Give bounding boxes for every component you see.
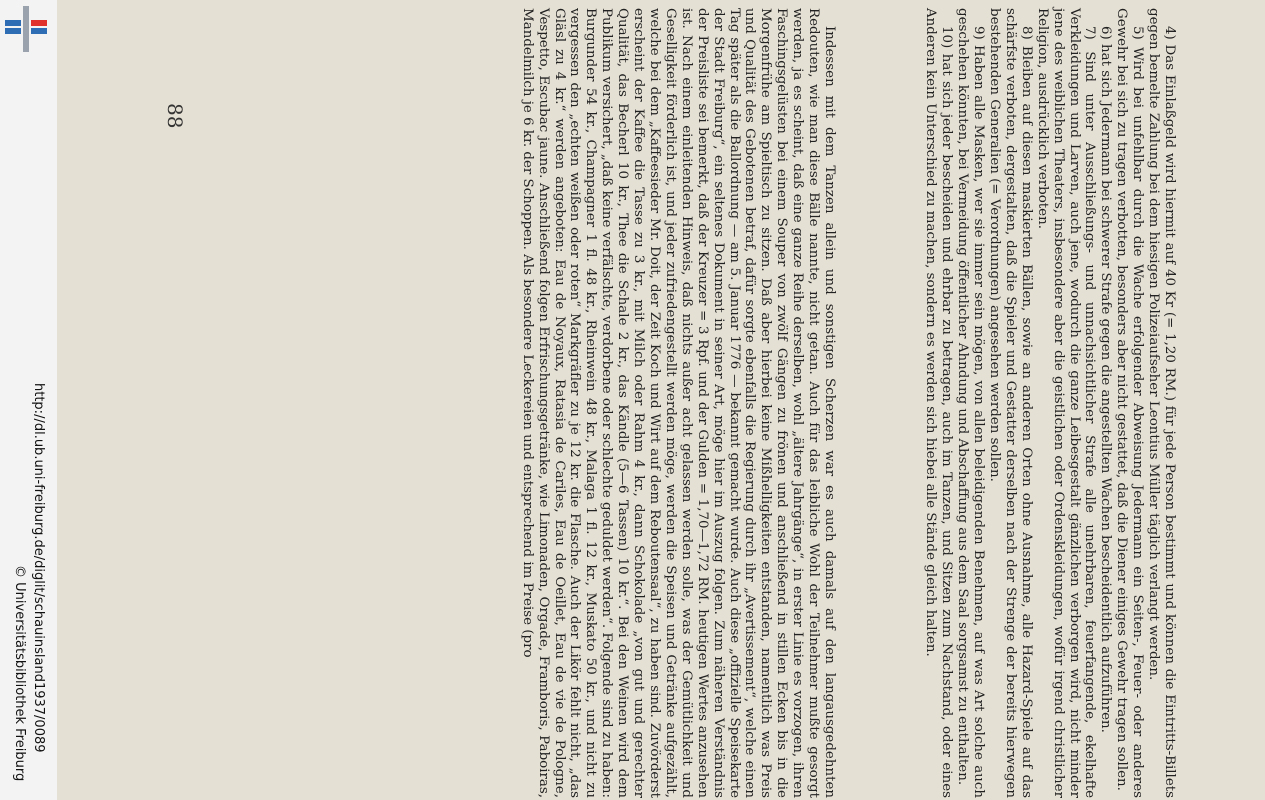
rule-paragraph: 7) Sind unter Ausschließungs- und unnachsichtlicher Strafe alle unehrbaren, feuerfangende, ekelhafte Verkleidungen und Larven, auch jene, wodurch die ganze Leibesgestalt gänzlichen verborgen wird, nicht minder jene des weiblichen Theaters, insbesondere aber die geistlichen oder Ordenskleidungen, wofür irgend christlicher Religion, ausdrücklich verboten. — [1034, 8, 1098, 798]
rule-paragraph: 8) Bleiben auf diesen maskierten Bällen, sowie an anderen Orten ohne Ausnahme, alle Hazard-Spiele auf das schärfste verboten, dergestalten, daß die Spieler und Gestatter derselben nach der Strenge der bereits hierwegen bestehenden Generalien (= Verordnungen) angesehen werden sollen. — [987, 8, 1034, 798]
rule-paragraph: 10) hat sich jeder bescheiden und ehrbar zu betragen, auch im Tanzen, und Sitzen zum Nachstand, oder eines Anderen kein Unterschied zu machen, sondern es werden sich hiebei alle Stände gleich halten. — [923, 8, 955, 798]
body-text — [519, 8, 837, 798]
ball-rules-list — [923, 8, 1178, 798]
rule-paragraph: 6) hat sich Jedermann bei schwerer Strafe gegen die angestellten Wachen bescheidentlich aufzuführen. — [1098, 26, 1114, 733]
copyright-notice: © Universitätsbibliothek Freiburg — [12, 565, 27, 782]
source-url[interactable]: http://dl.ub.uni-freiburg.de/diglit/schauinsland1937/0089 — [31, 383, 46, 753]
body-paragraph: Indessen mit dem Tanzen allein und sonstigen Scherzen war es auch damals auf den langausgedehnten Redouten, wie man diese Bälle nannte, nicht getan. Auch für das leibliche Wohl der Teilnehmer mußte gesorgt werden, ja es scheint, daß eine ganze Reihe derselben, wohl „ältere Jahrgänge“, in erster Linie es vorzogen, ihren Faschingsgelüsten bei einem Souper von zwölf Gängen zu frönen und anschließend in stillen Ecken bis in die Morgenfrühe am Spieltisch zu sitzen. Daß aber hierbei keine Mißhelligkeiten entstanden, namentlich was Preis und Qualität des Gebotenen betraf, dafür sorgte ebenfalls die Regierung durch ihr „Avertissement“, welche einen Tag später als die Ballordnung — am 5. Januar 1776 — bekannt gemacht wurde. Auch diese „offizielle Speisekarte der Stadt Freiburg“, ein seltenes Dokument in seiner Art, möge hier im Auszug folgen. Zum näheren Verständnis der Preisliste sei bemerkt, daß der Kreuzer = 3 Rpf. und der Gulden = 1,70—1,72 RM. heutigen Wertes anzusehen ist. Nach einem einleitenden Hinweis, daß nichts außer acht gelassen werden solle, was der Gemütlichkeit und Geselligkeit förderlich ist, und jeder zufriedengestellt werden möge, werden die Speisen und Getränke aufgezählt, welche bei dem „Kaffeesieder Mr. Doit, der Zeit Koch und Wirt auf dem Reboutensaal“, zu haben sind. Zuvörderst erscheint der Kaffee die Tasse zu 3 kr., mit Milch oder Rahm 4 kr., dann Schokolade „von gut und gerechter Qualität, das Becherl 10 kr., Thee die Schale 2 kr., das Kändle (5—6 Tassen) 10 kr.“. Bei den Weinen wird dem Publikum versichert, „daß keine verfälschte, verdorbene oder schlechte geduldet werden“. Folgende sind zu haben: Burgunder 54 kr., Champagner 1 fl. 48 kr., Rheinwein 48 kr., Malaga 1 fl. 12 kr., Muskato 50 kr., und nicht zu vergessen den „echten weißen oder roten“ Markgräfler zu je 12 kr. die Flasche. Auch der Likör fehlt nicht, „das Gläsl zu 4 kr.“ werden angeboten: Eau de Noyaux, Ratasia de Cariles, Eau de Oeillet, Eau de vie de Pologne, Vespetto, Escubac jaune. Anschließend folgen Erfrischungsgetränke, wie Limonaden, Orgade, Framboris, Paboiras, Mandelmilch je 6 kr. der Schoppen. Als besondere Leckereien und entsprechend im Preise (pro — [519, 8, 837, 798]
rule-paragraph: 5) Wird bei unfehlbar durch die Wache erfolgender Abweisung Jedermann ein Seiten-, Feuer- oder anderes Gewehr bei sich zu tragen verbotten, besonders aber nicht gestattet, daß die Diener einiges Gewehr tragen sollen. — [1114, 8, 1146, 798]
university-logo-icon — [5, 6, 47, 52]
scanned-page — [57, 0, 1265, 800]
viewer-sidebar — [0, 0, 57, 800]
rule-paragraph: 9) Haben alle Masken, wer sie immer sein mögen, von allen beleidigenden Benehmen, auf was Art solche auch geschehen könnten, bei Vermeidung öffentlicher Ahndung und Abschaffung aus dem Saal sorgsamst zu enthalten. — [955, 8, 987, 798]
page-number: 88 — [163, 103, 187, 129]
rule-paragraph: 4) Das Einlaßgeld wird hiermit auf 40 Kr (= 1,20 RM.) für jede Person bestimmt und können die Eintritts-Billets gegen bemelte Zahlung bei dem hiesigen Polizeiaufseher Leontius Müller täglich verlangt werden. — [1146, 8, 1177, 798]
